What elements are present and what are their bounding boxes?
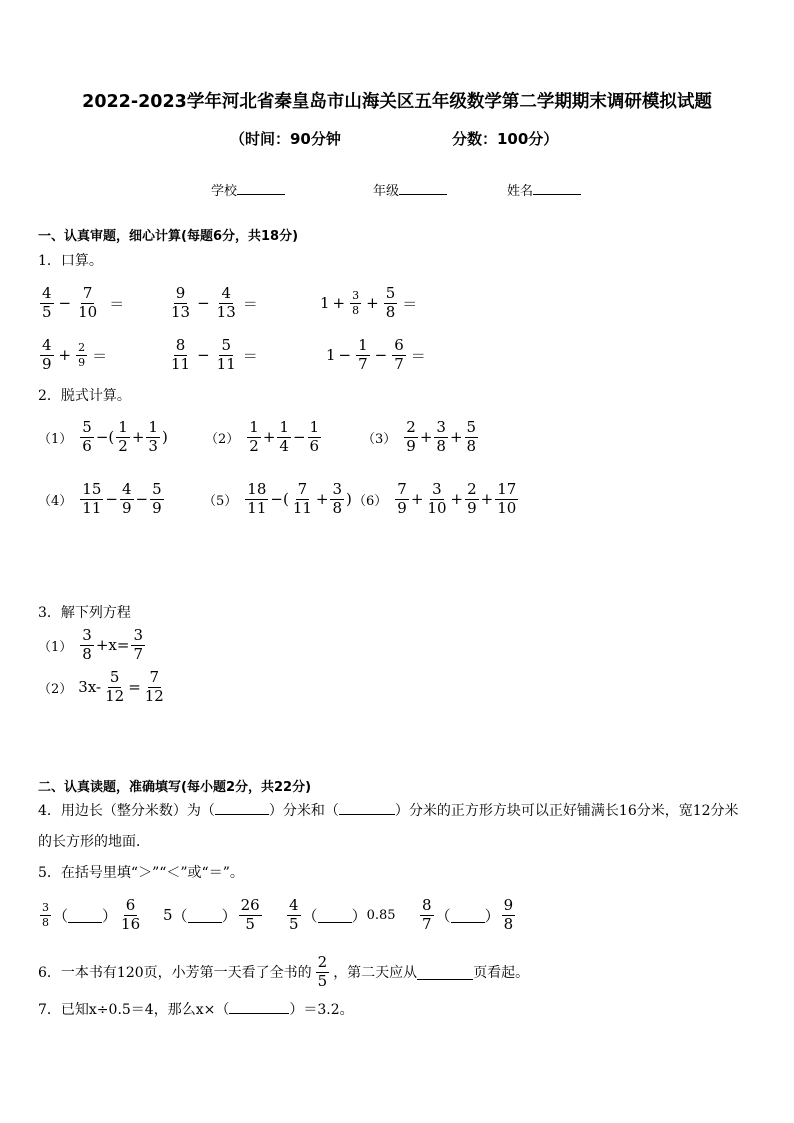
q5-compare-3: $\frac{4}{5}$ （ ） 0.85	[289, 896, 396, 933]
q5-compare-2: 5 （ ） $\frac{26}{5}$	[163, 896, 260, 933]
q1-expr-2: $\frac{9}{13}$ − $\frac{4}{13}$ ＝	[171, 284, 258, 321]
q1-expr-3: 1 + $\frac{3}{8}$ + $\frac{5}{8}$ ＝	[320, 284, 418, 321]
q5-label: 5．在括号里填“＞”“＜”或“＝”。	[38, 865, 244, 881]
q5-compare-4: $\frac{8}{7}$ （ ） $\frac{9}{8}$	[422, 896, 514, 933]
grade-blank[interactable]	[399, 182, 447, 195]
grade-label: 年级	[373, 184, 400, 199]
grade-field[interactable]	[373, 180, 447, 199]
q2-expr-3: （3） $\frac{2}{9}$ + $\frac{3}{8}$ + $\frac{5}{8}$	[362, 418, 477, 455]
q1-expr-5: $\frac{8}{11}$ − $\frac{5}{11}$ ＝	[171, 336, 258, 373]
school-field[interactable]	[211, 180, 285, 199]
q3-equation-1: （1） $\frac{3}{8}$ + x = $\frac{3}{7}$	[38, 626, 143, 663]
q5-compare-1: $\frac{3}{8}$ （ ） $\frac{6}{16}$	[42, 896, 141, 933]
q4-line2: 的长方形的地面．	[38, 834, 150, 850]
exam-time: （时间：90分钟	[230, 130, 341, 148]
section2-heading: 二、认真读题，准确填写(每小题2分，共22分)	[38, 780, 312, 795]
document-title: 2022-2023学年河北省秦皇岛市山海关区五年级数学第二学期期末调研模拟试题	[82, 92, 712, 112]
q3-label: 3．解下列方程	[38, 605, 131, 621]
q2-expr-1: （1） $\frac{5}{6}$ − ( $\frac{1}{2}$ + $\frac{1}{3}$ )	[38, 418, 168, 455]
q1-expr-4: $\frac{4}{9}$ + $\frac{2}{9}$ ＝	[42, 336, 108, 373]
q7-blank[interactable]	[229, 999, 289, 1014]
q4-line1: 4．用边长（整分米数）为（ ）分米和（ ）分米的正方形方块可以正好铺满长16分米，宽12分米	[38, 800, 739, 820]
q4-blank-1[interactable]	[215, 800, 269, 815]
q5-blank-4[interactable]	[451, 908, 485, 923]
q2-label: 2．脱式计算。	[38, 388, 131, 404]
q1-expr-6: 1 − $\frac{1}{7}$ − $\frac{6}{7}$ ＝	[326, 336, 426, 373]
q7-line: 7．已知x÷0.5＝4，那么x×（ ）＝3.2。	[38, 999, 354, 1019]
school-blank[interactable]	[237, 182, 285, 195]
q2-expr-4: （4） $\frac{15}{11}$ − $\frac{4}{9}$ − $\frac{5}{9}$	[38, 480, 162, 517]
q1-label: 1．口算。	[38, 253, 103, 269]
name-blank[interactable]	[533, 182, 581, 195]
q5-blank-3[interactable]	[318, 908, 352, 923]
q3-equation-2: （2） 3x- $\frac{5}{12}$ = $\frac{7}{12}$	[38, 668, 164, 705]
q2-expr-2: （2） $\frac{1}{2}$ + $\frac{1}{4}$ − $\frac{1}{6}$	[205, 418, 320, 455]
exam-score: 分数：100分）	[452, 130, 559, 148]
school-label: 学校	[211, 184, 238, 199]
q6-blank[interactable]	[417, 965, 473, 980]
name-field[interactable]	[507, 180, 581, 199]
q5-blank-2[interactable]	[188, 908, 222, 923]
name-label: 姓名	[507, 184, 534, 199]
q4-blank-2[interactable]	[339, 800, 395, 815]
q5-blank-1[interactable]	[68, 908, 102, 923]
section1-heading: 一、认真审题，细心计算(每题6分，共18分)	[38, 229, 299, 244]
q2-expr-5: （5） $\frac{18}{11}$ − ( $\frac{7}{11}$ + $\frac{3}{8}$ )	[203, 480, 352, 517]
q1-expr-1: $\frac{4}{5}$ − $\frac{7}{10}$ ＝	[42, 284, 125, 321]
q6-line: 6．一本书有120页，小芳第一天看了全书的 $\frac{2}{5}$ ，第二天应从 页看起。	[38, 953, 530, 990]
q2-expr-6: （6） $\frac{7}{9}$ + $\frac{3}{10}$ + $\frac{2}{9}$ + $\frac{17}{10}$	[353, 480, 517, 517]
